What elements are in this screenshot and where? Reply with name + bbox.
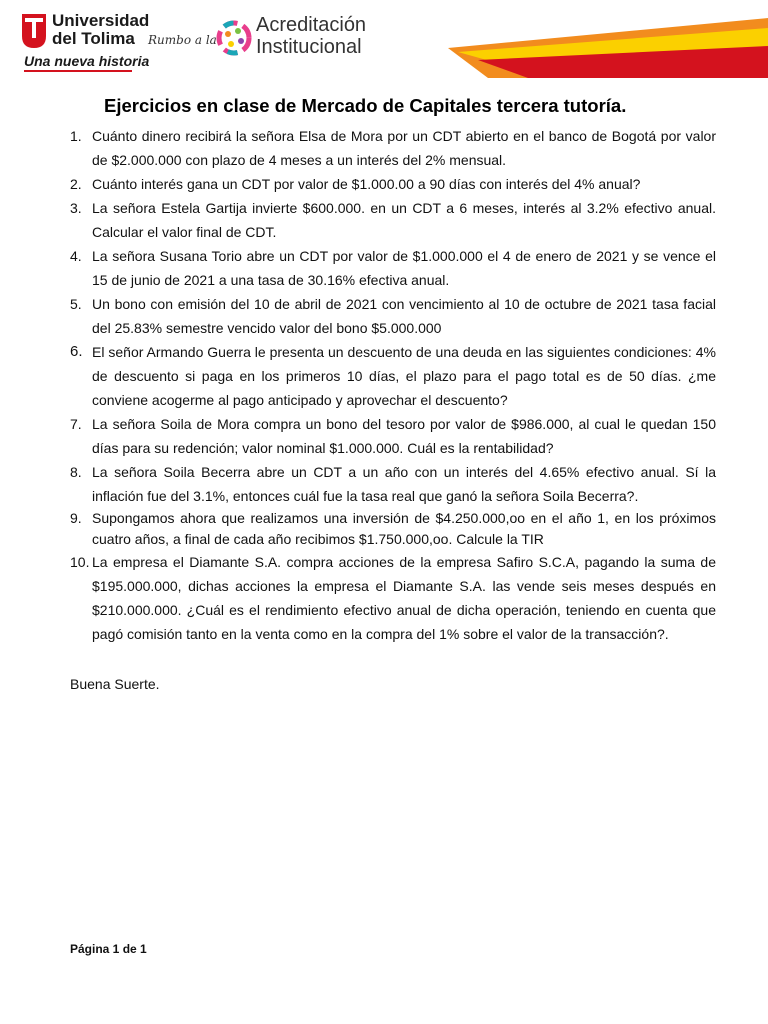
exercise-item bbox=[70, 550, 716, 646]
page-footer: Página 1 de 1 bbox=[70, 942, 147, 956]
exercise-list bbox=[70, 124, 716, 646]
university-logo-icon bbox=[22, 14, 46, 48]
exercise-number: 7. bbox=[70, 416, 82, 432]
exercise-text: Un bono con emisión del 10 de abril de 2021 con vencimiento al 10 de octubre de 2021 tasa facial del 25.83% semestre vencido valor del bono $5.000.000 bbox=[92, 296, 716, 336]
page-header bbox=[0, 0, 768, 90]
exercise-text: La empresa el Diamante S.A. compra acciones de la empresa Safiro S.C.A, pagando la suma de $195.000.000, dichas acciones la empresa el Diamante S.A. las vende seis meses después en $210.000.000. ¿Cuál es el rendimiento efectivo anual de dicha operación, teniendo en cuenta que pagó comisión tanto en la venta como en la compra del 1% sobre el valor de la transacción?. bbox=[92, 554, 716, 642]
closing-text: Buena Suerte. bbox=[70, 676, 160, 692]
exercise-item bbox=[70, 508, 716, 550]
accreditation-line1: Acreditación bbox=[256, 14, 367, 36]
exercise-item bbox=[70, 412, 716, 460]
exercise-item bbox=[70, 460, 716, 508]
exercise-number: 10. bbox=[70, 554, 90, 570]
accreditation-text bbox=[256, 14, 366, 58]
university-name-line1: Universidad bbox=[52, 11, 150, 30]
exercise-text: La señora Soila Becerra abre un CDT a un año con un interés del 4.65% efectivo anual. Sí la inflación fue del 3.1%, entonces cuál fue la tasa real que ganó la señora Soila Becerra?. bbox=[92, 464, 716, 504]
exercise-text: Cuánto dinero recibirá la señora Elsa de Mora por un CDT abierto en el banco de Bogotá por valor de $2.000.000 con plazo de 4 meses a un interés del 2% mensual. bbox=[92, 128, 716, 168]
exercise-number: 1. bbox=[70, 128, 82, 144]
exercise-text: Cuánto interés gana un CDT por valor de $1.000.00 a 90 días con interés del 4% anual? bbox=[92, 176, 641, 192]
exercise-item bbox=[70, 340, 716, 412]
exercise-item bbox=[70, 292, 716, 340]
university-tagline: Una nueva historia bbox=[24, 53, 150, 69]
header-swoosh bbox=[448, 18, 768, 78]
page-title: Ejercicios en clase de Mercado de Capitales tercera tutoría. bbox=[104, 95, 627, 116]
exercise-number: 2. bbox=[70, 176, 82, 192]
exercise-item bbox=[70, 124, 716, 172]
exercise-number: 3. bbox=[70, 200, 82, 216]
exercise-item bbox=[70, 196, 716, 244]
exercise-number: 9. bbox=[70, 510, 82, 526]
accreditation-logo-icon bbox=[214, 16, 254, 60]
exercise-item bbox=[70, 172, 716, 196]
tagline-underline bbox=[24, 70, 132, 72]
exercise-number: 6. bbox=[70, 343, 83, 360]
exercise-item bbox=[70, 244, 716, 292]
exercise-text: La señora Soila de Mora compra un bono del tesoro por valor de $986.000, al cual le quedan 150 días para su redención; valor nominal $1.000.000. Cuál es la rentabilidad? bbox=[92, 416, 716, 456]
exercise-text: Supongamos ahora que realizamos una inversión de $4.250.000,oo en el año 1, en los próximos cuatro años, a final de cada año recibimos $1.750.000,oo. Calcule la TIR bbox=[92, 510, 716, 547]
university-name-line2: del Tolima bbox=[52, 29, 135, 48]
exercise-number: 8. bbox=[70, 464, 82, 480]
exercise-text: La señora Estela Gartija invierte $600.000. en un CDT a 6 meses, interés al 3.2% efectivo anual. Calcular el valor final de CDT. bbox=[92, 200, 716, 240]
exercise-number: 5. bbox=[70, 296, 82, 312]
rumbo-text: Rumbo a la bbox=[148, 33, 217, 47]
university-name bbox=[52, 12, 149, 48]
accreditation-line2: Institucional bbox=[256, 36, 362, 58]
exercise-text: La señora Susana Torio abre un CDT por valor de $1.000.000 el 4 de enero de 2021 y se vence el 15 de junio de 2021 a una tasa de 30.16% efectiva anual. bbox=[92, 248, 716, 288]
exercise-text: El señor Armando Guerra le presenta un descuento de una deuda en las siguientes condiciones: 4% de descuento si paga en los primeros 10 días, el plazo para el pago total es de 50 días. ¿me conviene acogerme al pago anticipado y aprovechar el descuento? bbox=[92, 344, 716, 408]
exercise-number: 4. bbox=[70, 248, 82, 264]
